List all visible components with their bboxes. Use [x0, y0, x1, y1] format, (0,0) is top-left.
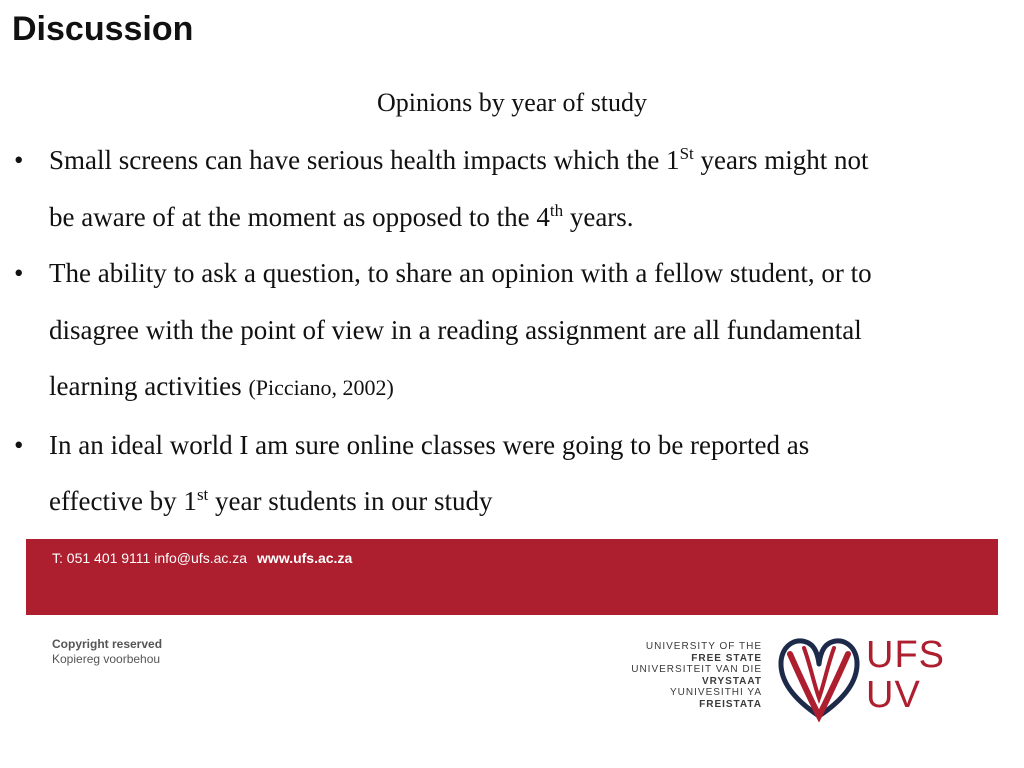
bullet-text: be aware of at the moment as opposed to the 4 — [49, 201, 550, 232]
footer-band — [26, 539, 998, 615]
bullet-text: years might not — [693, 145, 869, 175]
university-line: FREISTATA — [699, 698, 762, 710]
bullet-text: learning activities — [49, 371, 249, 401]
bullet-text: year students in our study — [208, 486, 493, 516]
contact-text: T: 051 401 9111 info@ufs.ac.za — [52, 550, 248, 566]
bullet-line: disagree with the point of view in a reading assignment are all fundamental — [49, 314, 862, 345]
website-link[interactable]: www.ufs.ac.za — [257, 550, 353, 566]
copyright-notice — [52, 637, 162, 667]
bullet-list — [14, 132, 1014, 530]
copyright-afrikaans: Kopiereg voorbehou — [52, 652, 161, 666]
bullet-line — [49, 358, 1014, 417]
citation: (Picciano, 2002) — [248, 375, 394, 400]
university-line: FREE STATE — [691, 652, 762, 664]
bullet-line: The ability to ask a question, to share an opinion with a fellow student, or to — [49, 258, 872, 288]
copyright-english: Copyright reserved — [52, 637, 163, 651]
logo-wordmark — [866, 635, 945, 715]
slide-title: Discussion — [12, 10, 194, 48]
superscript: St — [679, 144, 694, 163]
bullet-text: years. — [563, 201, 634, 232]
university-line: UNIVERSITY OF THE — [645, 641, 762, 652]
heart-v-logo-icon — [776, 632, 862, 722]
bullet-item — [14, 417, 1014, 530]
bullet-item — [14, 132, 1014, 245]
bullet-text: effective by 1 — [49, 486, 197, 516]
bullet-line: In an ideal world I am sure online classes were going to be reported as — [49, 429, 810, 460]
university-line: UNIVERSITEIT VAN DIE — [631, 664, 762, 676]
bullet-marker: • — [14, 429, 24, 460]
university-line: YUNIVESITHI YA — [670, 687, 762, 699]
bullet-line — [49, 473, 1014, 530]
bullet-marker: • — [14, 145, 24, 175]
bullet-line — [49, 132, 1014, 189]
slide-subtitle: Opinions by year of study — [376, 88, 648, 117]
superscript: th — [549, 200, 564, 220]
bullet-text: Small screens can have serious health impacts which the 1 — [49, 145, 680, 175]
university-line: VRYSTAAT — [701, 675, 762, 687]
bullet-item — [14, 245, 1014, 417]
bullet-marker: • — [14, 258, 24, 288]
university-name — [631, 641, 762, 711]
contact-info — [52, 550, 352, 566]
superscript: st — [196, 485, 209, 504]
logo-ufs: UFS — [866, 634, 945, 676]
bullet-line — [49, 189, 1014, 246]
logo-uv: UV — [866, 674, 921, 716]
